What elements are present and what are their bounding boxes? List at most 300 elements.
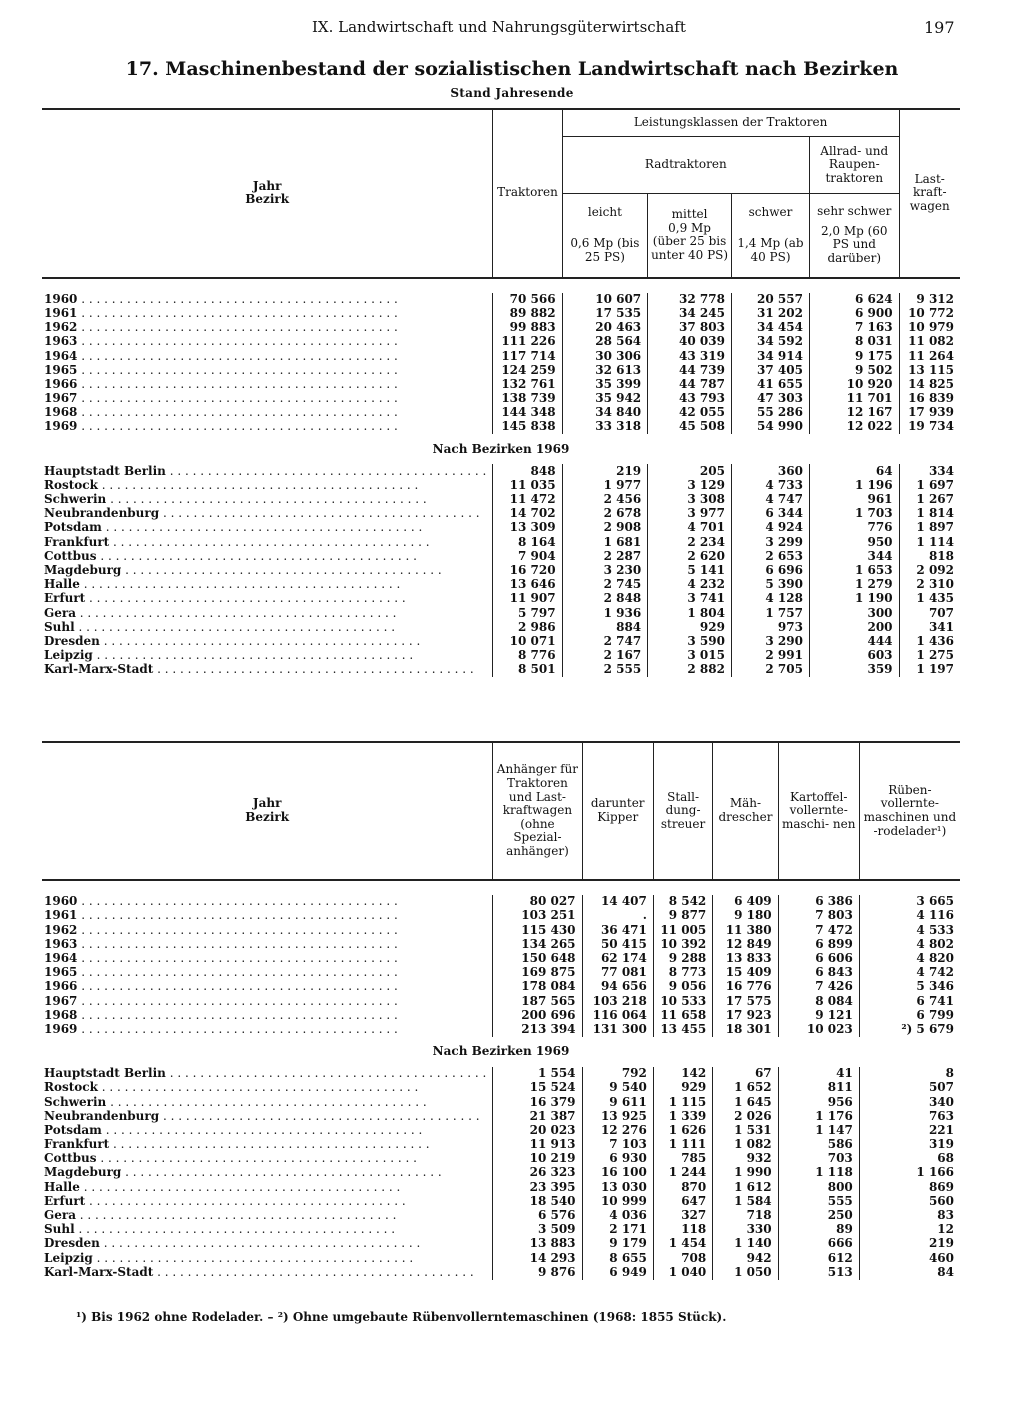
trailers-districts-body [42,1067,960,1280]
table-cell: 131 300 [582,1023,653,1037]
table-subtitle: Stand Jahresende [450,86,574,100]
table-cell: 54 990 [731,420,809,434]
table-cell: 2 092 [899,564,960,578]
table-cell: 17 939 [899,406,960,420]
row-label: Magdeburg . . . [42,564,493,578]
table-cell: 2 747 [562,635,648,649]
table-cell: 13 455 [653,1023,712,1037]
table-cell: 19 734 [899,420,960,434]
table-cell: 21 387 [493,1109,582,1123]
table-cell: 32 778 [648,293,732,307]
table-cell: 12 022 [809,420,899,434]
table-cell: 327 [653,1209,712,1223]
table-cell: 961 [809,493,899,507]
table-cell: 144 348 [493,406,562,420]
table-cell: 7 163 [809,321,899,335]
table-row [42,1195,960,1209]
table-cell: 6 624 [809,293,899,307]
table-cell: ²) 5 679 [859,1023,960,1037]
row-label: 1964 . . . [42,349,493,363]
table-cell: 26 323 [493,1166,582,1180]
table-row [42,349,960,363]
table-cell: 1 176 [778,1109,859,1123]
table-cell: 47 303 [731,392,809,406]
table-row [42,507,960,521]
table-cell: 115 430 [493,923,582,937]
table-cell: 884 [562,620,648,634]
table-cell: 3 299 [731,535,809,549]
table-cell: 16 839 [899,392,960,406]
table-cell: 1 454 [653,1237,712,1251]
table-cell: 8 084 [778,994,859,1008]
table-cell: 35 942 [562,392,648,406]
table-cell: 94 656 [582,980,653,994]
table-cell: 200 [809,620,899,634]
table-cell: 16 720 [493,564,562,578]
footnote: ¹) Bis 1962 ohne Rodelader. – ²) Ohne umgebaute Rübenvollerntemaschinen (1968: 1855 Stück). [76,1310,727,1324]
table-cell: 16 100 [582,1166,653,1180]
row-label: Cottbus . . . [42,550,493,564]
table-row [42,663,960,677]
table-cell: 341 [899,620,960,634]
table-cell: 9 611 [582,1095,653,1109]
table-cell: 1 653 [809,564,899,578]
table-row [42,1266,960,1280]
row-label: Neubrandenburg . . . [42,507,493,521]
table-cell: 848 [493,464,562,478]
table-cell: 9 175 [809,349,899,363]
table-cell: 950 [809,535,899,549]
table-row [42,938,960,952]
row-label: Leipzig . . . [42,649,493,663]
table-cell: 2 456 [562,493,648,507]
table-cell: 800 [778,1180,859,1194]
table-cell: 3 129 [648,479,732,493]
table-cell: 776 [809,521,899,535]
table-cell: 1 339 [653,1109,712,1123]
row-label: Frankfurt . . . [42,535,493,549]
table-row [42,895,960,909]
table-cell: 10 772 [899,307,960,321]
table-cell: 55 286 [731,406,809,420]
row-label: Karl-Marx-Stadt . . . [42,663,493,677]
col-mittel: mittel 0,9 Mp (über 25 bis unter 40 PS) [648,194,732,278]
table-cell: 8 655 [582,1251,653,1265]
table-cell: 4 742 [859,966,960,980]
table-cell: 6 843 [778,966,859,980]
table-cell: 37 405 [731,363,809,377]
table-cell: 1 082 [713,1138,778,1152]
row-label: Gera . . . [42,1209,493,1223]
table-cell: 344 [809,550,899,564]
table-cell: 1 814 [899,507,960,521]
table-cell: 16 776 [713,980,778,994]
table-cell: 83 [859,1209,960,1223]
table-cell: 2 167 [562,649,648,663]
col-jahr-bezirk: Jahr Bezirk [42,109,493,278]
table-cell: 250 [778,1209,859,1223]
table-cell: 221 [859,1124,960,1138]
table-cell: 7 904 [493,550,562,564]
table-cell: 1 652 [713,1081,778,1095]
table-cell: 41 655 [731,378,809,392]
table-cell: 44 787 [648,378,732,392]
table-cell: 99 883 [493,321,562,335]
table-row [42,966,960,980]
table-cell: 213 394 [493,1023,582,1037]
table-cell: 1 435 [899,592,960,606]
table-cell: 14 825 [899,378,960,392]
table-cell: 586 [778,1138,859,1152]
table-cell: 8 542 [653,895,712,909]
table-cell: 1 190 [809,592,899,606]
table-cell: 6 949 [582,1266,653,1280]
table-cell: 13 646 [493,578,562,592]
table-row [42,606,960,620]
table-cell: 13 309 [493,521,562,535]
table-cell: 1 197 [899,663,960,677]
table-cell: 178 084 [493,980,582,994]
table-cell: 17 535 [562,307,648,321]
table-cell: 15 409 [713,966,778,980]
table-cell: 12 [859,1223,960,1237]
table-cell: 1 436 [899,635,960,649]
row-label: Potsdam . . . [42,521,493,535]
table-cell: 134 265 [493,938,582,952]
table-cell: 9 876 [493,1266,582,1280]
table-row [42,378,960,392]
table-cell: 205 [648,464,732,478]
table-cell: 142 [653,1067,712,1081]
table-row [42,1223,960,1237]
table-cell: 2 026 [713,1109,778,1123]
row-label: Erfurt . . . [42,592,493,606]
table-cell: 9 312 [899,293,960,307]
table-row [42,464,960,478]
table-row [42,1009,960,1023]
table-cell: 4 733 [731,479,809,493]
table-cell: 1 681 [562,535,648,549]
table-cell: 77 081 [582,966,653,980]
table-cell: 932 [713,1152,778,1166]
table-cell: 9 540 [582,1081,653,1095]
row-label: Rostock . . . [42,479,493,493]
row-label: 1962 . . . [42,923,493,937]
table-cell: 11 472 [493,493,562,507]
table-cell: 703 [778,1152,859,1166]
tractors-table [42,108,960,677]
table-row [42,923,960,937]
table-cell: 2 848 [562,592,648,606]
table-cell: 870 [653,1180,712,1194]
table-cell: 9 288 [653,952,712,966]
table-cell: 1 275 [899,649,960,663]
table-row [42,335,960,349]
table-cell: 708 [653,1251,712,1265]
table-row [42,994,960,1008]
table-cell: 1 115 [653,1095,712,1109]
table-cell: 3 015 [648,649,732,663]
table-cell: 4 128 [731,592,809,606]
row-label: 1960 . . . [42,293,493,307]
table-cell: 8 [859,1067,960,1081]
table-cell: 70 566 [493,293,562,307]
row-label: Schwerin . . . [42,493,493,507]
table-cell: 12 167 [809,406,899,420]
table-cell: 9 056 [653,980,712,994]
table-cell: 11 264 [899,349,960,363]
table-row [42,635,960,649]
row-label: 1968 . . . [42,1009,493,1023]
table-cell: 11 701 [809,392,899,406]
row-label: 1969 . . . [42,1023,493,1037]
table-cell: 9 877 [653,909,712,923]
row-label: Potsdam . . . [42,1124,493,1138]
table-cell: 6 409 [713,895,778,909]
table-cell: 2 653 [731,550,809,564]
table-cell: 11 907 [493,592,562,606]
table-cell: 1 147 [778,1124,859,1138]
table-cell: 6 344 [731,507,809,521]
row-label: Halle . . . [42,1180,493,1194]
table-cell: 8 031 [809,335,899,349]
row-label: Karl-Marx-Stadt . . . [42,1266,493,1280]
table-cell: 43 793 [648,392,732,406]
table-cell: 62 174 [582,952,653,966]
table-cell: 666 [778,1237,859,1251]
table-row [42,420,960,434]
table-cell: 34 245 [648,307,732,321]
col2-stall: Stall- dung- streuer [653,742,712,880]
table-row [42,980,960,994]
table-cell: 35 399 [562,378,648,392]
row-label: 1961 . . . [42,307,493,321]
table-cell: 612 [778,1251,859,1265]
table-cell: 10 219 [493,1152,582,1166]
table-cell: 1 114 [899,535,960,549]
table-cell: 334 [899,464,960,478]
table-row [42,1095,960,1109]
table-cell: 14 293 [493,1251,582,1265]
row-label: 1964 . . . [42,952,493,966]
table-cell: 2 287 [562,550,648,564]
table-cell: 1 196 [809,479,899,493]
row-label: Magdeburg . . . [42,1166,493,1180]
table-cell: 10 999 [582,1195,653,1209]
table-cell: 3 308 [648,493,732,507]
row-label: 1967 . . . [42,392,493,406]
table-cell: 1 584 [713,1195,778,1209]
row-label: 1969 . . . [42,420,493,434]
table-cell: 15 524 [493,1081,582,1095]
table-cell: 45 508 [648,420,732,434]
table-cell: 507 [859,1081,960,1095]
table-cell: 169 875 [493,966,582,980]
table-cell: 8 164 [493,535,562,549]
table-cell: 124 259 [493,363,562,377]
table-row [42,1209,960,1223]
table-row [42,1067,960,1081]
table-row [42,1124,960,1138]
table-cell: 34 592 [731,335,809,349]
table-cell: 929 [648,620,732,634]
table-cell: 2 310 [899,578,960,592]
table-row [42,1081,960,1095]
table-cell: 460 [859,1251,960,1265]
table-cell: 10 979 [899,321,960,335]
table-cell: 4 924 [731,521,809,535]
table-cell: 31 202 [731,307,809,321]
table-cell: 1 554 [493,1067,582,1081]
row-label: 1960 . . . [42,895,493,909]
table-cell: 117 714 [493,349,562,363]
table-cell: 2 745 [562,578,648,592]
row-label: 1961 . . . [42,909,493,923]
table-row [42,535,960,549]
table-cell: 1 040 [653,1266,712,1280]
table-cell: 145 838 [493,420,562,434]
table-cell: 340 [859,1095,960,1109]
row-label: 1965 . . . [42,966,493,980]
table-cell: 1 267 [899,493,960,507]
table-row [42,521,960,535]
table-row [42,649,960,663]
table-cell: 44 739 [648,363,732,377]
table-cell: 707 [899,606,960,620]
table-cell: 1 118 [778,1166,859,1180]
table-row [42,909,960,923]
table-cell: 7 472 [778,923,859,937]
table-cell: 942 [713,1251,778,1265]
table-cell: 300 [809,606,899,620]
table-cell: 12 276 [582,1124,653,1138]
table-cell: 10 023 [778,1023,859,1037]
table-cell: 11 380 [713,923,778,937]
table-row [42,363,960,377]
table-cell: 1 111 [653,1138,712,1152]
section-label: Nach Bezirken 1969 [432,1044,570,1059]
table-cell: 4 533 [859,923,960,937]
table-cell: 13 883 [493,1237,582,1251]
table-cell: 116 064 [582,1009,653,1023]
table-row [42,406,960,420]
table-row [42,479,960,493]
table-cell: 792 [582,1067,653,1081]
table-cell: 132 761 [493,378,562,392]
table-cell: 4 036 [582,1209,653,1223]
row-label: Hauptstadt Berlin . . . [42,464,493,478]
table-cell: 42 055 [648,406,732,420]
table-row [42,1180,960,1194]
table-cell: 3 741 [648,592,732,606]
col-leicht: leicht 0,6 Mp (bis 25 PS) [562,194,648,278]
table-cell: 10 392 [653,938,712,952]
table-cell: 6 386 [778,895,859,909]
col-sehrschwer: sehr schwer 2,0 Mp (60 PS und darüber) [809,194,899,278]
table-cell: 219 [859,1237,960,1251]
table-row [42,493,960,507]
table-cell: 11 082 [899,335,960,349]
table-cell: 1 244 [653,1166,712,1180]
table-row [42,1152,960,1166]
row-label: Halle . . . [42,578,493,592]
table-cell: 18 301 [713,1023,778,1037]
table-cell: 3 290 [731,635,809,649]
table-cell: 4 747 [731,493,809,507]
table-cell: 2 705 [731,663,809,677]
table-cell: 2 986 [493,620,562,634]
table-row [42,321,960,335]
table-cell: 2 882 [648,663,732,677]
table-cell: 20 463 [562,321,648,335]
table-cell: 3 509 [493,1223,582,1237]
trailers-table [42,741,960,1280]
table-cell: 2 678 [562,507,648,521]
table-cell: 4 116 [859,909,960,923]
table-row [42,392,960,406]
table-cell: 560 [859,1195,960,1209]
row-label: Erfurt . . . [42,1195,493,1209]
row-label: 1963 . . . [42,938,493,952]
tractors-section [42,434,960,464]
col-leistungsklassen: Leistungsklassen der Traktoren [562,109,899,137]
table-cell: 7 426 [778,980,859,994]
table-cell: 111 226 [493,335,562,349]
col2-kipper: darunter Kipper [582,742,653,880]
table-cell: 7 803 [778,909,859,923]
row-label: Rostock . . . [42,1081,493,1095]
table-cell: 6 799 [859,1009,960,1023]
row-label: 1966 . . . [42,980,493,994]
table-cell: 43 319 [648,349,732,363]
table-cell: 13 833 [713,952,778,966]
table-cell: 5 390 [731,578,809,592]
row-label: Leipzig . . . [42,1251,493,1265]
table-cell: 10 533 [653,994,712,1008]
table-cell: 13 030 [582,1180,653,1194]
row-label: Cottbus . . . [42,1152,493,1166]
table-cell: 1 936 [562,606,648,620]
tractors-years-body [42,278,960,435]
table-cell: 11 658 [653,1009,712,1023]
table-cell: 6 741 [859,994,960,1008]
row-label: Neubrandenburg . . . [42,1109,493,1123]
col-traktoren: Traktoren [493,109,562,278]
table-cell: 603 [809,649,899,663]
row-label: 1962 . . . [42,321,493,335]
table-cell: 6 900 [809,307,899,321]
table-cell: 68 [859,1152,960,1166]
table-cell: 33 318 [562,420,648,434]
table-cell: 10 071 [493,635,562,649]
table-cell: 1 531 [713,1124,778,1138]
table-title: 17. Maschinenbestand der sozialistischen Landwirtschaft nach Bezirken [125,58,899,80]
table-cell: 9 502 [809,363,899,377]
table-cell: 4 802 [859,938,960,952]
table-cell: 13 925 [582,1109,653,1123]
row-label: 1965 . . . [42,363,493,377]
table-cell: 187 565 [493,994,582,1008]
table-cell: 4 701 [648,521,732,535]
table-cell: 64 [809,464,899,478]
table-cell: 444 [809,635,899,649]
table-cell: 1 697 [899,479,960,493]
table-cell: 2 991 [731,649,809,663]
table-cell: 718 [713,1209,778,1223]
table-cell: 89 [778,1223,859,1237]
table-cell: 32 613 [562,363,648,377]
table-cell: 10 607 [562,293,648,307]
